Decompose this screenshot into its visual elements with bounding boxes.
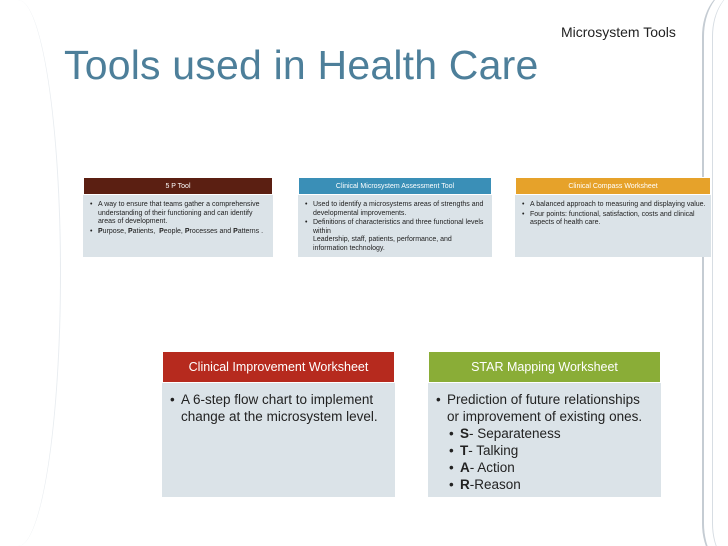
bullet: • A way to ensure that teams gather a comprehensive understanding of their functioning and can identify areas of development. bbox=[89, 201, 269, 227]
card-body bbox=[83, 195, 273, 257]
decorative-curve-left bbox=[0, 0, 61, 546]
bullet-continuation: Leadership, staff, patients, performance, and information technology. bbox=[313, 236, 452, 252]
bullet: • Four points: functional, satisfaction, costs and clinical aspects of health care. bbox=[521, 211, 707, 228]
slide-title: Tools used in Health Care bbox=[64, 42, 539, 88]
card-star-mapping-worksheet bbox=[428, 351, 661, 497]
card-header: Clinical Compass Worksheet bbox=[515, 177, 711, 195]
bullet: • A balanced approach to measuring and displaying value. bbox=[521, 201, 707, 210]
sub-bullet-s: • S- Separateness bbox=[436, 425, 655, 442]
card-header: 5 P Tool bbox=[83, 177, 273, 195]
card-body bbox=[162, 383, 395, 497]
card-clinical-microsystem-assessment-tool bbox=[298, 177, 492, 257]
card-body bbox=[515, 195, 711, 257]
card-body bbox=[298, 195, 492, 257]
card-clinical-compass-worksheet bbox=[515, 177, 711, 257]
card-header: Clinical Microsystem Assessment Tool bbox=[298, 177, 492, 195]
decorative-curve-right-inner bbox=[712, 0, 728, 546]
bullet: • A 6-step flow chart to implement change at the microsystem level. bbox=[170, 391, 389, 425]
card-header: STAR Mapping Worksheet bbox=[428, 351, 661, 383]
bullet: • Definitions of characteristics and three functional levels within bbox=[304, 219, 488, 236]
bullet: • Prediction of future relationships or improvement of existing ones. bbox=[436, 391, 655, 425]
card-5p-tool bbox=[83, 177, 273, 257]
sub-bullet-a: • A- Action bbox=[436, 459, 655, 476]
card-header: Clinical Improvement Worksheet bbox=[162, 351, 395, 383]
bullet: • Used to identify a microsystems areas of strengths and developmental improvements. bbox=[304, 201, 488, 218]
slide-subtitle: Microsystem Tools bbox=[561, 24, 676, 40]
bullet: • Purpose, Patients, People, Processes and Patterns . bbox=[89, 228, 269, 237]
sub-bullet-t: • T- Talking bbox=[436, 442, 655, 459]
card-body bbox=[428, 383, 661, 497]
card-clinical-improvement-worksheet bbox=[162, 351, 395, 497]
sub-bullet-r: • R-Reason bbox=[436, 476, 655, 493]
